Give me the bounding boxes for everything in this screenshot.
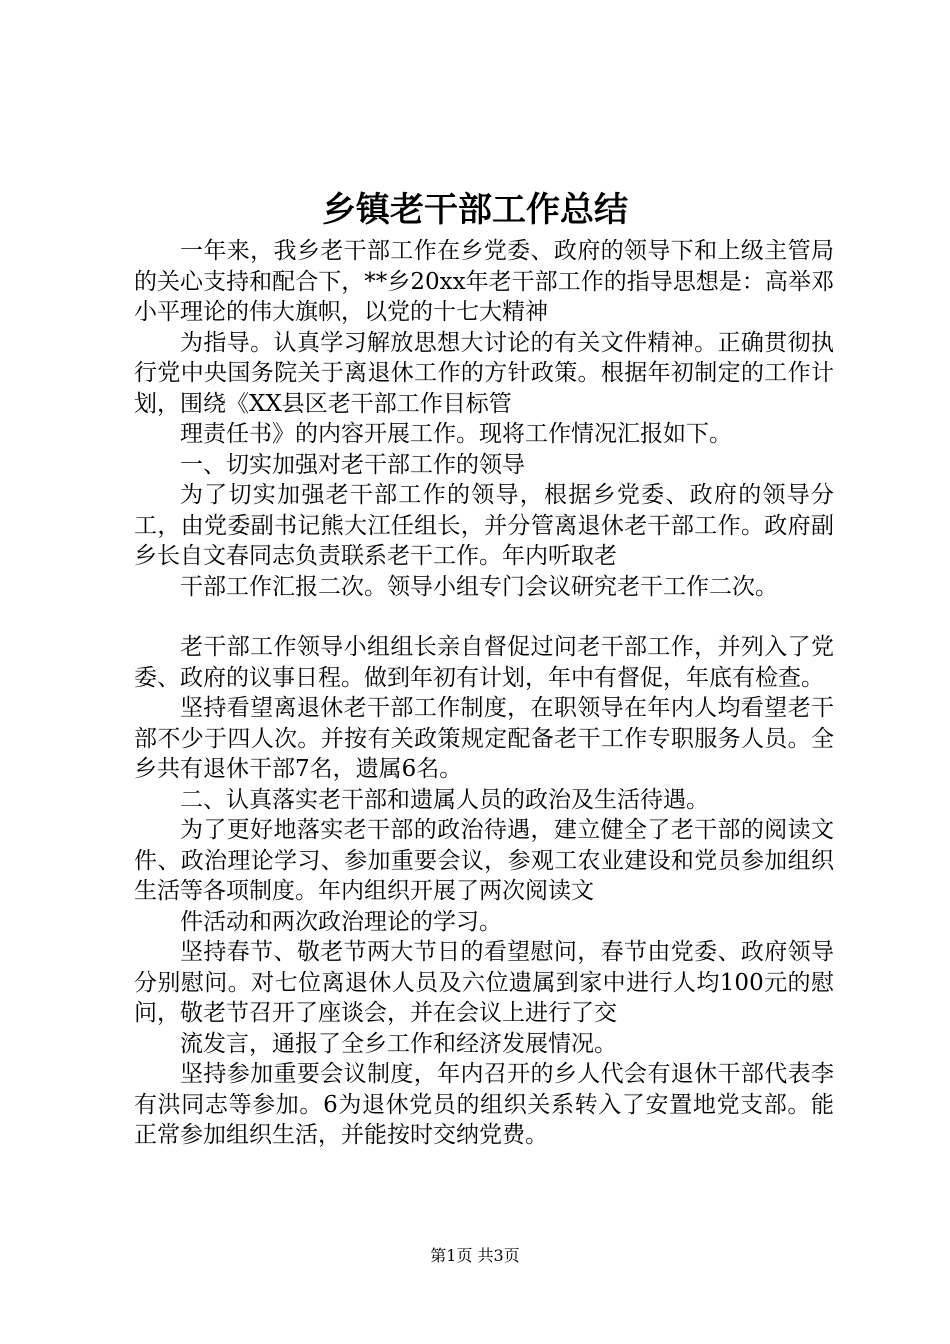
document-title: 乡镇老干部工作总结 [322, 190, 628, 230]
paragraph: 为了更好地落实老干部的政治待遇，建立健全了老干部的阅读文件、政治理论学习、参加重要会议，参观工农业建设和党员参加组织生活等各项制度。年内组织开展了两次阅读文 [134, 817, 834, 904]
paragraph: 为指导。认真学习解放思想大讨论的有关文件精神。正确贯彻执行党中央国务院关于离退休工作的方针政策。根据年初制定的工作计划，围绕《XX县区老干部工作目标管 [134, 329, 834, 417]
paragraph: 一年来，我乡老干部工作在乡党委、政府的领导下和上级主管局的关心支持和配合下，**乡20xx年老干部工作的指导思想是：高举邓小平理论的伟大旗帜，以党的十七大精神 [134, 238, 834, 325]
paragraph: 理责任书》的内容开展工作。现将工作情况汇报如下。 [180, 421, 732, 447]
paragraph: 件活动和两次政治理论的学习。 [180, 908, 502, 935]
paragraph: 流发言，通报了全乡工作和经济发展情况。 [180, 1030, 617, 1057]
section-heading: 一、切实加强对老干部工作的领导 [180, 451, 525, 478]
paragraph: 坚持看望离退休老干部工作制度，在职领导在年内人均看望老干部不少于四人次。并按有关政策规定配备老干工作专职服务人员。全乡共有退休干部7名，遗属6名。 [134, 695, 834, 782]
section-heading: 二、认真落实老干部和遗属人员的政治及生活待遇。 [180, 786, 709, 813]
page-footer: 第1页 共3页 [430, 1246, 520, 1265]
document-body [134, 236, 834, 1151]
paragraph: 干部工作汇报二次。领导小组专门会议研究老干工作二次。 [180, 573, 778, 600]
paragraph: 为了切实加强老干部工作的领导，根据乡党委、政府的领导分工，由党委副书记熊大江任组长，并分管离退休老干部工作。政府副乡长自文春同志负责联系老干工作。年内听取老 [134, 482, 834, 569]
paragraph: 老干部工作领导小组组长亲自督促过问老干部工作，并列入了党委、政府的议事日程。做到年初有计划，年中有督促，年底有检查。 [134, 634, 834, 691]
paragraph: 坚持春节、敬老节两大节日的看望慰问，春节由党委、政府领导分别慰问。对七位离退休人员及六位遗属到家中进行人均100元的慰问，敬老节召开了座谈会，并在会议上进行了交 [134, 939, 834, 1026]
paragraph: 坚持参加重要会议制度，年内召开的乡人代会有退休干部代表李有洪同志等参加。6为退休党员的组织关系转入了安置地党支部。能正常参加组织生活，并能按时交纳党费。 [134, 1061, 834, 1148]
